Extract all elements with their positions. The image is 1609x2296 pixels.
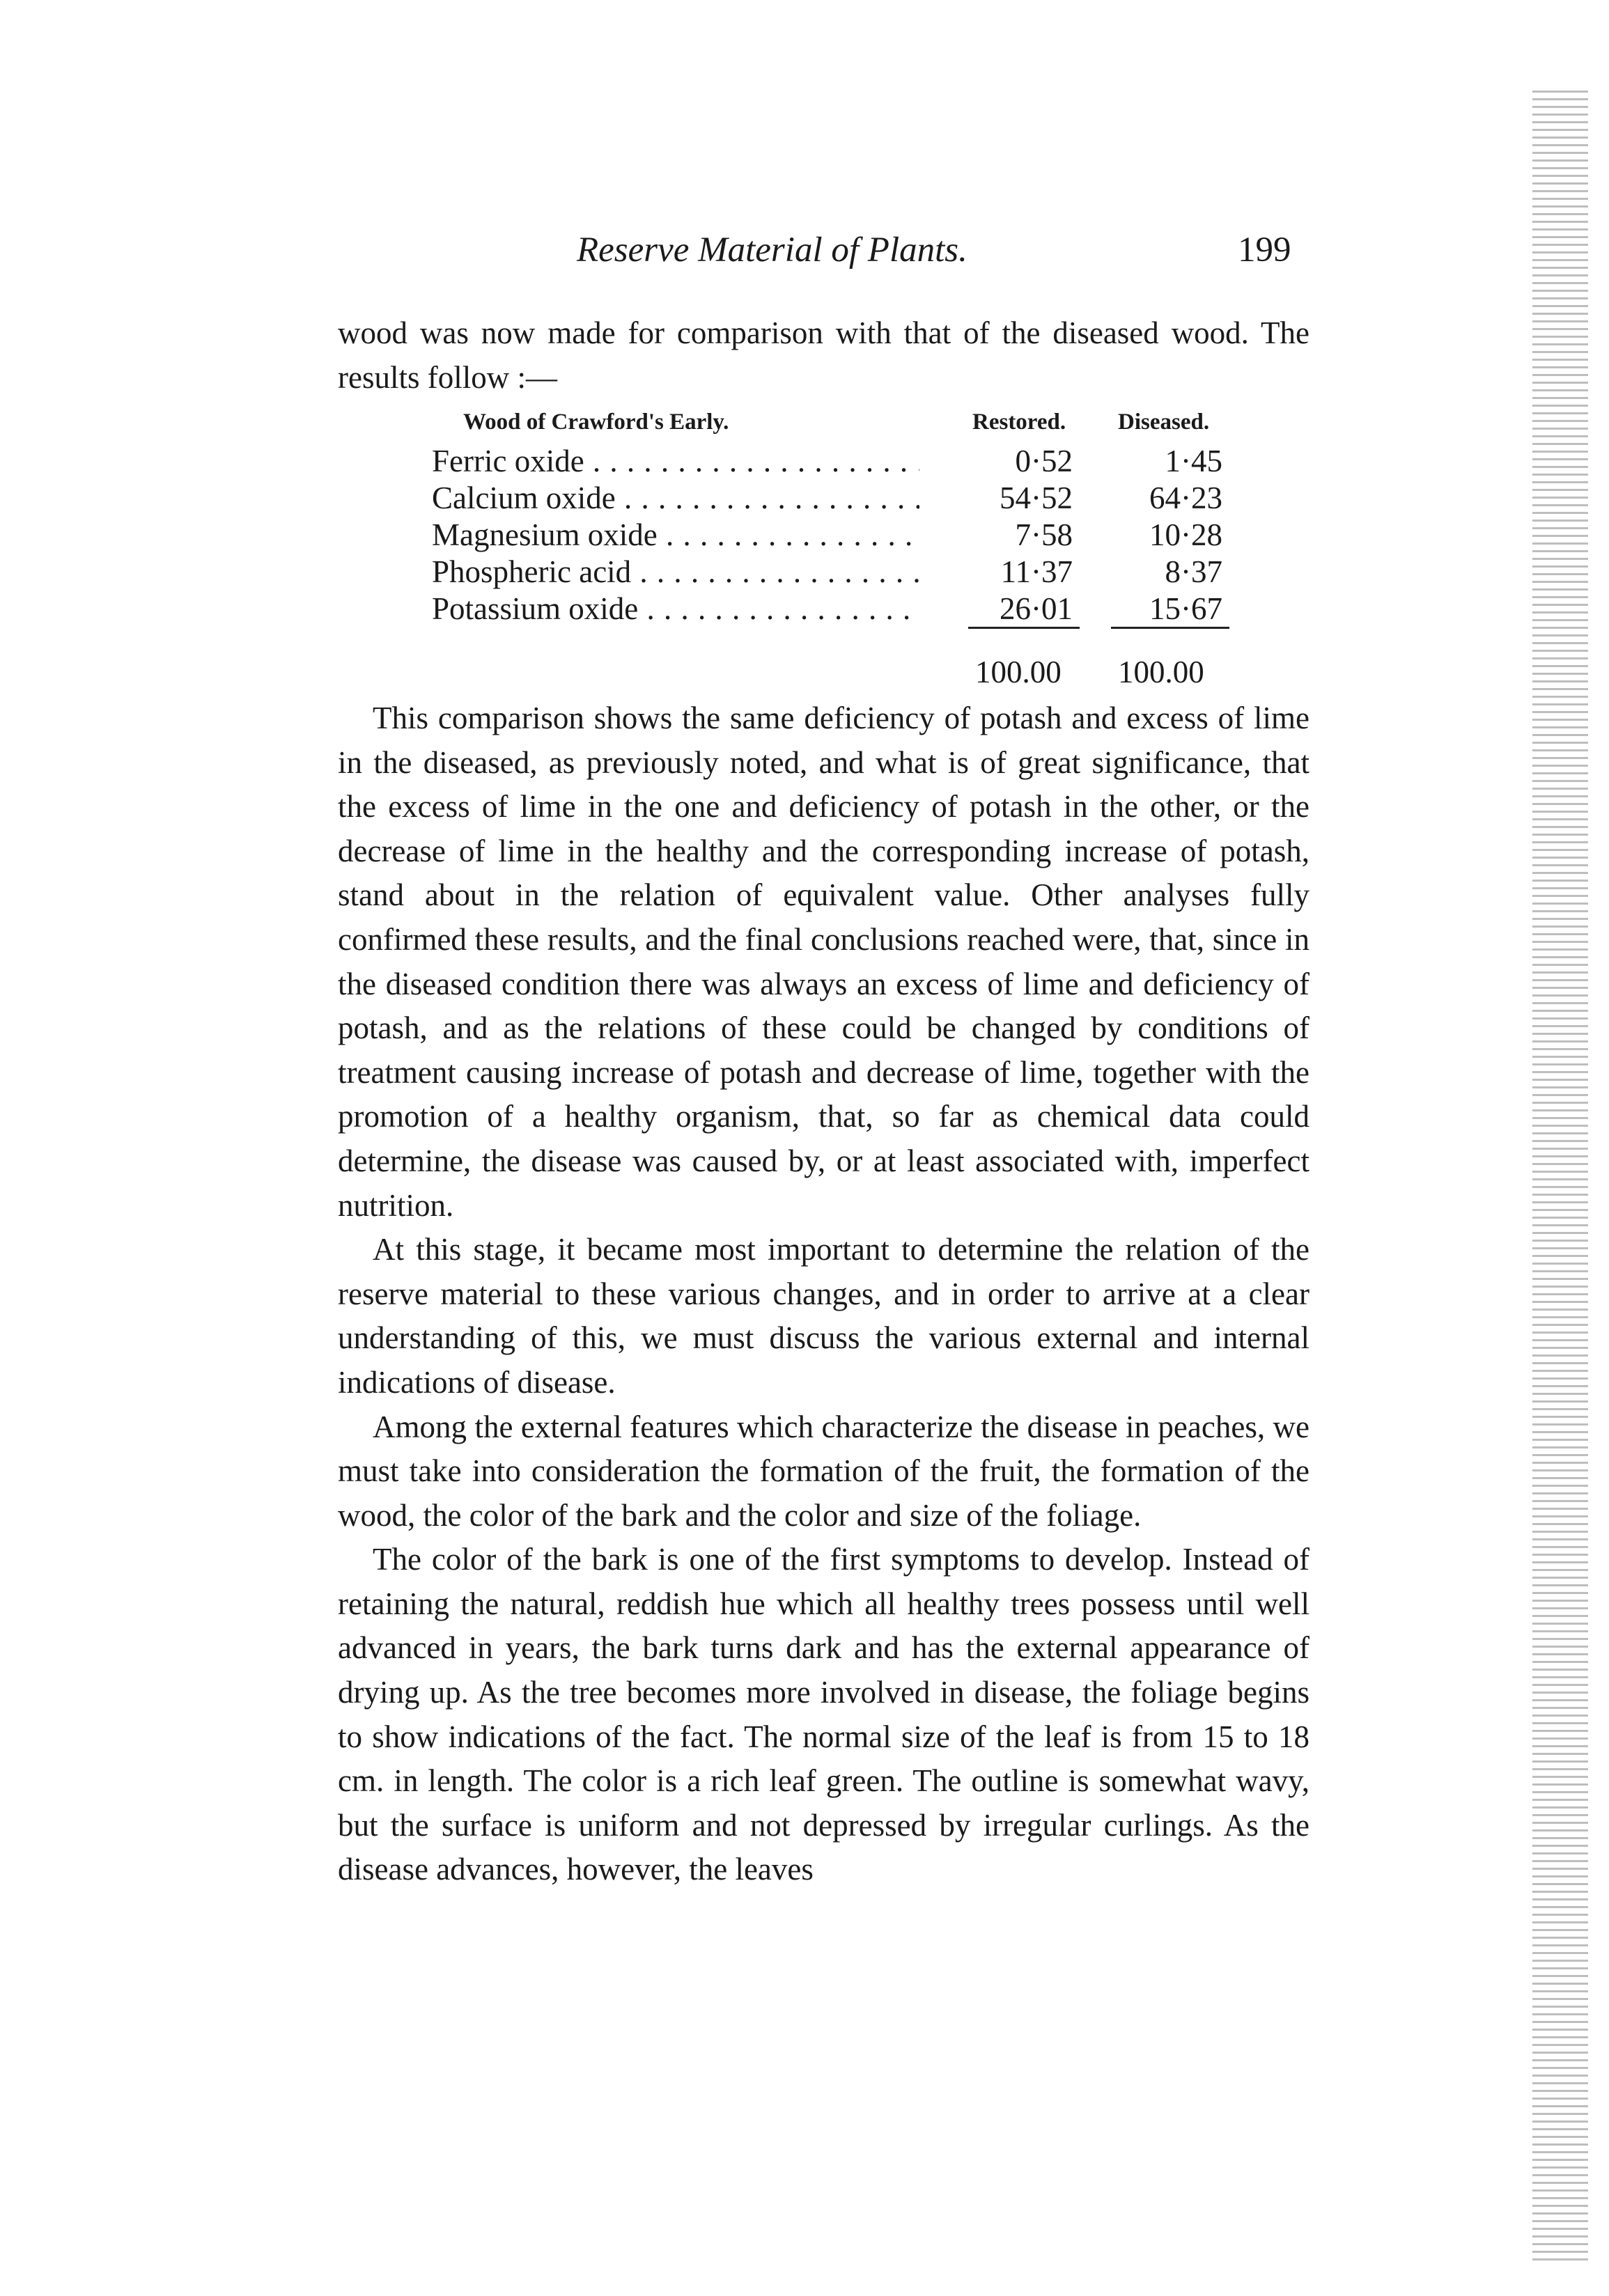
row-label: Calcium oxide . . . [432,480,919,516]
total-restored: 100.00 [975,655,1062,689]
row-label: Potassium oxide . . . [432,591,919,627]
page-number: 199 [1238,231,1291,270]
diseased-value: 64·23 [1149,481,1222,515]
restored-value: 7·58 [1015,517,1073,552]
body-text [338,696,1309,1892]
table-row [390,517,1268,554]
analysis-table [390,409,1268,696]
paragraph: This comparison shows the same deficiency of potash and excess of lime in the diseased, as previously noted, and what is of great significance, that the excess of lime in the one and deficiency of potash in the other, or the decrease of lime in the healthy and the corresponding increase of potash, stand about in the relation of equivalent value. Other analyses fully confirmed these results, and the final conclusions reached were, that, since in the diseased condition there was always an excess of lime and deficiency of potash, and as the relations of these could be changed by conditions of treatment causing increase of potash and decrease of lime, together with the promotion of a healthy organism, that, so far as chemical data could determine, the disease was caused by, or at least associated with, imperfect nutrition. [338,701,1309,1223]
header-restored: Restored. [972,409,1066,435]
sum-rule-diseased [1111,627,1229,629]
diseased-value: 8·37 [1165,554,1222,589]
restored-value: 11·37 [1000,554,1073,589]
diseased-value: 15·67 [1149,591,1222,626]
paragraph: At this stage, it became most important to determine the relation of the reserve material to these various changes, and in order to arrive at a clear understanding of this, we must discuss the various external and internal indications of disease. [338,1232,1309,1400]
sum-rule-restored [968,627,1080,629]
row-label: Magnesium oxide . . . [432,517,919,553]
total-diseased: 100.00 [1118,655,1204,689]
table-row [390,591,1268,627]
table-header [390,409,1268,443]
table-totals [390,654,1268,696]
running-title: Reserve Material of Plants. [577,231,967,270]
page-header [0,230,1609,286]
paragraph: The color of the bark is one of the first symptoms to develop. Instead of retaining the natural, reddish hue which all healthy trees possess until well advanced in years, the bark turns dark and has the external appearance of drying up. As the tree becomes more involved in disease, the foliage begins to show indications of the fact. The normal size of the leaf is from 15 to 18 cm. in length. The color is a rich leaf green. The outline is somewhat wavy, but the surface is uniform and not depressed by irregular curlings. As the disease advances, however, the leaves [338,1542,1309,1887]
intro-text [338,311,1309,400]
scanned-edge-noise [1532,91,1588,2263]
diseased-value: 1·45 [1165,444,1222,478]
diseased-value: 10·28 [1149,517,1222,552]
row-label: Phospheric acid . . . [432,554,919,590]
restored-value: 54·52 [1000,481,1073,515]
table-row [390,443,1268,480]
header-wood: Wood of Crawford's Early. [463,409,729,435]
paragraph: Among the external features which characterize the disease in peaches, we must take into consideration the formation of the fruit, the formation of the wood, the color of the bark and the color and size of the foliage. [338,1409,1309,1533]
table-row [390,480,1268,517]
header-diseased: Diseased. [1118,409,1210,435]
row-label: Ferric oxide . . . [432,443,919,479]
restored-value: 26·01 [1000,591,1073,626]
table-row [390,554,1268,591]
restored-value: 0·52 [1015,444,1073,478]
intro-paragraph: wood was now made for comparison with that of the diseased wood. The results follow :— [338,315,1309,395]
